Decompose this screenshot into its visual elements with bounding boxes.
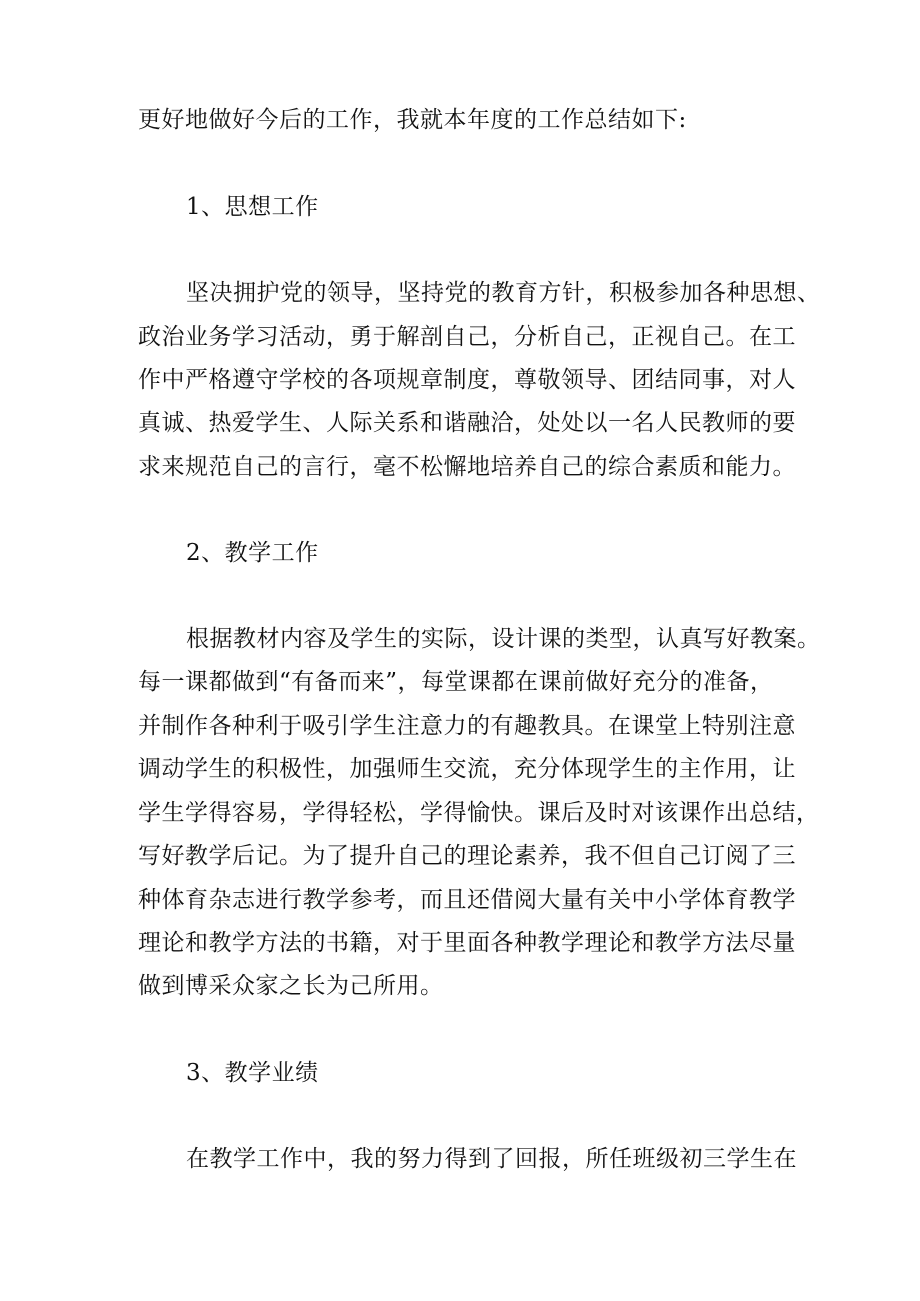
paragraph-line: 求来规范自己的言行，毫不松懈地培养自己的综合素质和能力。 — [138, 454, 796, 480]
section-heading-results: 3、教学业绩 — [186, 1060, 319, 1086]
paragraph-line: 坚决拥护党的领导，坚持党的教育方针，积极参加各种思想、 — [186, 280, 821, 306]
paragraph-line: 种体育杂志进行教学参考，而且还借阅大量有关中小学体育教学 — [138, 887, 796, 913]
section-heading-teaching: 2、教学工作 — [186, 540, 319, 566]
paragraph-line: 学生学得容易，学得轻松，学得愉快。课后及时对该课作出总结， — [138, 800, 820, 826]
paragraph-line: 每一课都做到“有备而来”，每堂课都在课前做好充分的准备， — [138, 669, 774, 695]
section-heading-thought: 1、思想工作 — [186, 194, 319, 220]
paragraph-line: 真诚、热爱学生、人际关系和谐融洽，处处以一名人民教师的要 — [138, 410, 796, 436]
paragraph-line: 写好教学后记。为了提升自己的理论素养，我不但自己订阅了三 — [138, 843, 796, 869]
paragraph-line: 根据教材内容及学生的实际，设计课的类型，认真写好教案。 — [186, 626, 821, 652]
paragraph-line: 在教学工作中，我的努力得到了回报，所任班级初三学生在 — [186, 1146, 797, 1172]
paragraph-line: 政治业务学习活动，勇于解剖自己，分析自己，正视自己。在工 — [138, 324, 796, 350]
intro-paragraph: 更好地做好今后的工作，我就本年度的工作总结如下: — [138, 107, 687, 133]
paragraph-line: 并制作各种利于吸引学生注意力的有趣教具。在课堂上特别注意 — [138, 713, 796, 739]
paragraph-line: 理论和教学方法的书籍，对于里面各种教学理论和教学方法尽量 — [138, 930, 796, 956]
paragraph-line: 作中严格遵守学校的各项规章制度，尊敬领导、团结同事，对人 — [138, 367, 796, 393]
paragraph-line: 做到博采众家之长为己所用。 — [138, 973, 444, 999]
paragraph-line: 调动学生的积极性，加强师生交流，充分体现学生的主作用，让 — [138, 756, 796, 782]
